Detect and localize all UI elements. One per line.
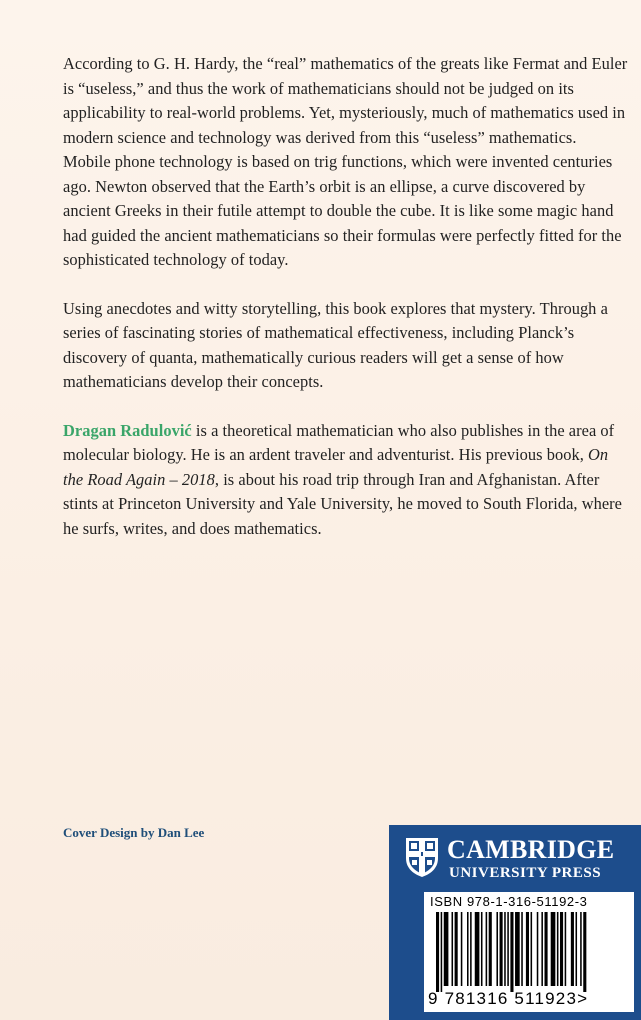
- barcode-bar: [489, 912, 492, 986]
- barcode-addon: >: [577, 989, 589, 1008]
- barcode-bar: [571, 912, 574, 986]
- barcode-digits: [428, 989, 588, 1009]
- barcode-bar: [541, 912, 543, 986]
- author-bio-part-1: is a theoretical mathematician who also publishes in the area of molecular biology. He is an ardent traveler and adventurist. His previous book,: [63, 420, 615, 464]
- barcode-bar: [521, 912, 523, 986]
- barcode-bar: [496, 912, 498, 986]
- barcode-bar: [507, 912, 509, 986]
- isbn-label: ISBN 978-1-316-51192-3: [430, 894, 588, 909]
- barcode-bar: [551, 912, 556, 986]
- barcode-bar: [486, 912, 488, 986]
- cambridge-crest-icon: [404, 836, 440, 878]
- publisher-subtitle: UNIVERSITY PRESS: [449, 865, 602, 881]
- barcode-bar: [580, 912, 582, 986]
- barcode-bar: [441, 912, 443, 992]
- barcode-bar: [444, 912, 449, 986]
- barcode-bar: [470, 912, 472, 986]
- author-bio-part-2: , is about his road trip through Iran and Afghanistan. After stints at Princeton University and Yale University, he moved to South Florida, where he surfs, writes, and does mathematics.: [63, 469, 622, 538]
- blurb-paragraph-1: According to G. H. Hardy, the “real” mathematics of the greats like Fermat and Euler is “useless,” and thus the work of mathematicians should not be judged on its applicability to real-world problems. Yet, mysteriously, much of mathematics used in modern science and technology was derived from this “useless” mathematics. Mobile phone technology is based on trig functions, which were invented centuries ago. Newton observed that the Earth’s orbit is an ellipse, a curve discovered by ancient Greeks in their futile attempt to double the cube. It is like some magic hand had guided the ancient mathematicians so their formulas were perfectly fitted for the sophisticated technology of today.: [63, 54, 628, 269]
- isbn-barcode: [424, 892, 634, 1012]
- barcode-bar: [455, 912, 458, 986]
- barcode-bar: [576, 912, 578, 986]
- author-bio: [63, 419, 628, 542]
- barcode-bar: [583, 912, 586, 992]
- barcode-bars: [436, 912, 628, 992]
- barcode-bar: [565, 912, 567, 986]
- barcode-bar: [481, 912, 483, 986]
- barcode-bar: [500, 912, 503, 986]
- barcode-bar: [537, 912, 539, 986]
- barcode-bar: [504, 912, 506, 986]
- blurb-paragraph-2: Using anecdotes and witty storytelling, this book explores that mystery. Through a series of fascinating stories of mathematical effectiveness, including Planck’s discovery of quanta, mathematically curious readers will get a sense of how mathematicians develop their concepts.: [63, 298, 608, 391]
- publisher-name: CAMBRIDGE: [447, 835, 615, 864]
- barcode-bar: [560, 912, 563, 986]
- previous-book-title: On the Road Again – 2018: [63, 445, 609, 489]
- publisher-imprint: [389, 825, 641, 1020]
- barcode-bar: [531, 912, 533, 986]
- cover-credit: Cover Design by Dan Lee: [63, 825, 205, 840]
- author-name: Dragan Radulović: [63, 420, 192, 440]
- barcode-bar: [461, 912, 463, 986]
- blurb-text: [63, 52, 628, 565]
- barcode-bar: [467, 912, 469, 986]
- barcode-bar: [515, 912, 520, 986]
- barcode-number: 9 781316 511923: [428, 989, 578, 1008]
- barcode-bar: [557, 912, 559, 986]
- barcode-bar: [526, 912, 529, 986]
- barcode-bar: [452, 912, 454, 986]
- barcode-bar: [510, 912, 513, 992]
- barcode-bar: [436, 912, 439, 992]
- barcode-bar: [475, 912, 480, 986]
- barcode-bar: [545, 912, 548, 986]
